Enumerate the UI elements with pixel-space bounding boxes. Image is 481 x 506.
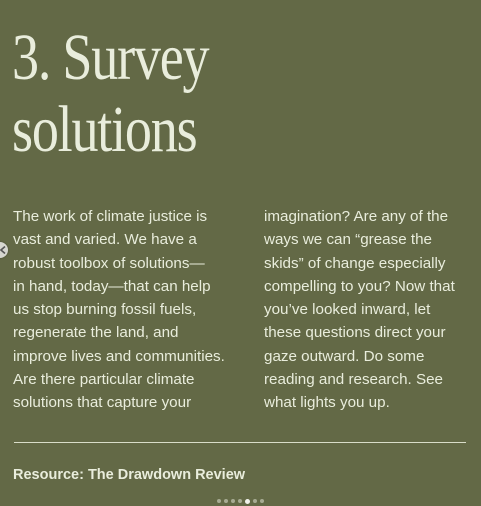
body-text-line: ways we can “grease the xyxy=(264,231,432,249)
body-text-line: gaze outward. Do some xyxy=(264,347,425,365)
carousel-dot[interactable] xyxy=(231,499,235,503)
carousel-dot[interactable] xyxy=(260,499,264,503)
body-text-line: what lights you up. xyxy=(264,394,390,412)
carousel-dot[interactable] xyxy=(224,499,228,503)
body-text-left-column xyxy=(13,205,225,415)
body-text-line: The work of climate justice is xyxy=(13,208,208,225)
body-text-right-column xyxy=(264,205,455,415)
body-text-line: compelling to you? Now that xyxy=(264,277,455,295)
section-divider xyxy=(14,442,466,443)
body-text-line: these questions direct your xyxy=(264,324,446,342)
body-text-line: regenerate the land, and xyxy=(13,324,179,342)
carousel-pagination xyxy=(0,499,481,504)
chevron-left-icon xyxy=(0,246,6,254)
slide-title xyxy=(12,22,208,166)
body-text-line: reading and research. See xyxy=(264,371,443,389)
carousel-dot[interactable] xyxy=(253,499,257,503)
body-text-line: in hand, today—that can help xyxy=(13,277,211,295)
carousel-dot[interactable] xyxy=(217,499,221,503)
body-text-line: skids” of change especially xyxy=(264,254,446,272)
body-text-line: robust toolbox of solutions— xyxy=(13,254,205,272)
carousel-dot[interactable] xyxy=(238,499,242,503)
body-text-line: Are there particular climate xyxy=(13,371,195,389)
title-line: solutions xyxy=(12,93,197,166)
body-text-line: you’ve looked inward, let xyxy=(264,301,431,319)
body-text-line: imagination? Are any of the xyxy=(264,208,449,225)
title-line: 3. Survey xyxy=(12,21,209,94)
resource-note: Resource: The Drawdown Review xyxy=(13,467,246,483)
body-text-line: vast and varied. We have a xyxy=(13,231,197,249)
carousel-dot-active[interactable] xyxy=(245,499,250,504)
body-text-line: improve lives and communities. xyxy=(13,347,225,365)
body-text-line: us stop burning fossil fuels, xyxy=(13,301,197,319)
body-text-line: solutions that capture your xyxy=(13,394,192,412)
